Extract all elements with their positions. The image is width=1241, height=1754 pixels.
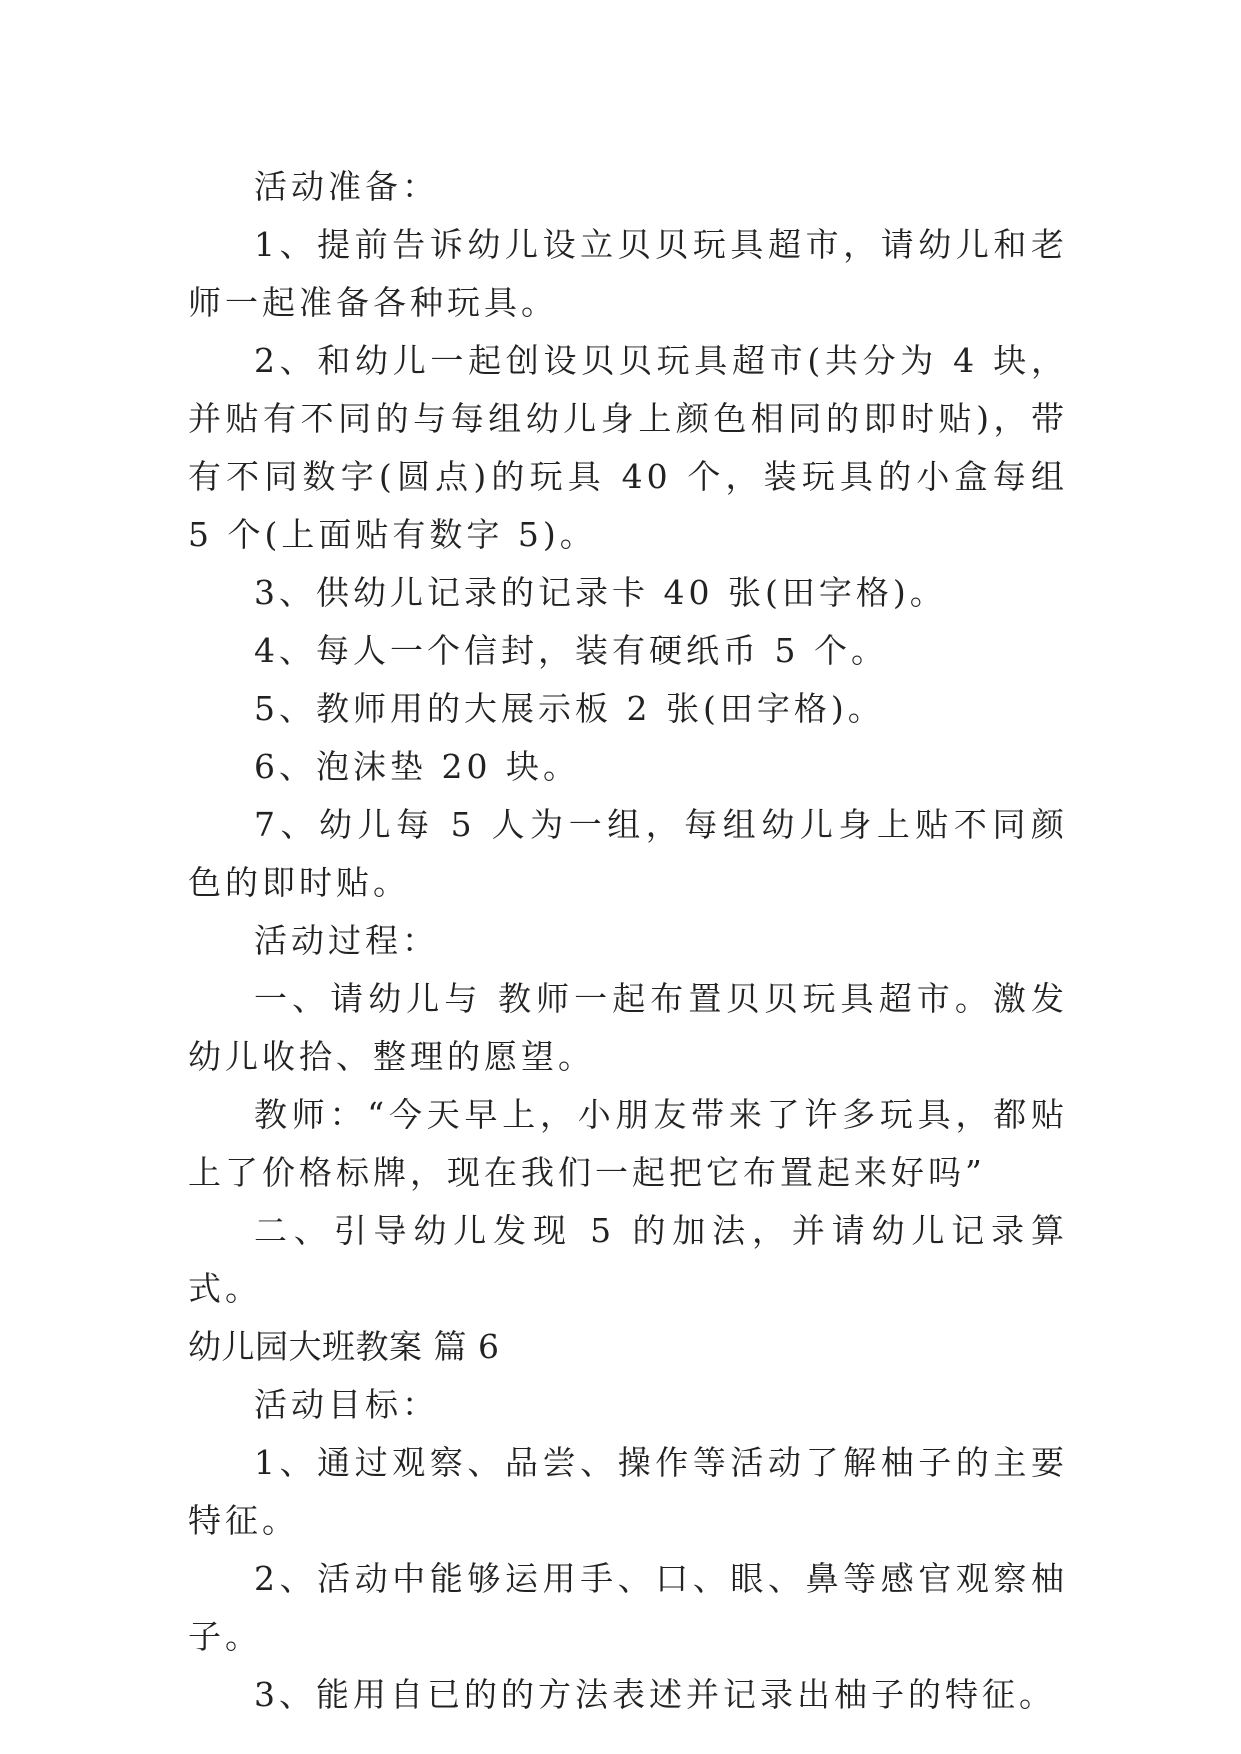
preparation-item: 7、幼儿每 5 人为一组，每组幼儿身上贴不同颜色的即时贴。 <box>188 805 1068 902</box>
preparation-item: 2、和幼儿一起创设贝贝玩具超市(共分为 4 块，并贴有不同的与每组幼儿身上颜色相同的即时贴)，带有不同数字(圆点)的玩具 40 个，装玩具的小盒每组 5 个(上面贴有数字 5)。 <box>188 341 1068 554</box>
process-step: 一、请幼儿与 教师一起布置贝贝玩具超市。激发幼儿收拾、整理的愿望。 <box>188 979 1068 1076</box>
section-heading-goals: 活动目标： <box>254 1385 439 1424</box>
preparation-item: 4、每人一个信封，装有硬纸币 5 个。 <box>254 631 888 670</box>
preparation-item: 3、供幼儿记录的记录卡 40 张(田字格)。 <box>254 573 947 612</box>
goal-item: 2、活动中能够运用手、口、眼、鼻等感官观察柚子。 <box>188 1559 1068 1656</box>
process-step: 二、引导幼儿发现 5 的加法，并请幼儿记录算式。 <box>188 1211 1068 1308</box>
preparation-item: 5、教师用的大展示板 2 张(田字格)。 <box>254 689 885 728</box>
teacher-quote: 教师：“今天早上，小朋友带来了许多玩具，都贴上了价格标牌，现在我们一起把它布置起来好吗” <box>188 1095 1068 1192</box>
preparation-item: 1、提前告诉幼儿设立贝贝玩具超市，请幼儿和老师一起准备各种玩具。 <box>188 225 1068 322</box>
goal-item: 1、通过观察、品尝、操作等活动了解柚子的主要特征。 <box>188 1443 1068 1540</box>
section-heading-preparation: 活动准备： <box>254 167 439 206</box>
preparation-item: 6、泡沫垫 20 块。 <box>254 747 580 786</box>
lesson-title: 幼儿园大班教案 篇 6 <box>188 1327 500 1366</box>
document-body <box>188 158 1068 1724</box>
goal-item: 3、能用自已的的方法表述并记录出柚子的特征。 <box>254 1675 1056 1714</box>
section-heading-process: 活动过程： <box>254 921 439 960</box>
